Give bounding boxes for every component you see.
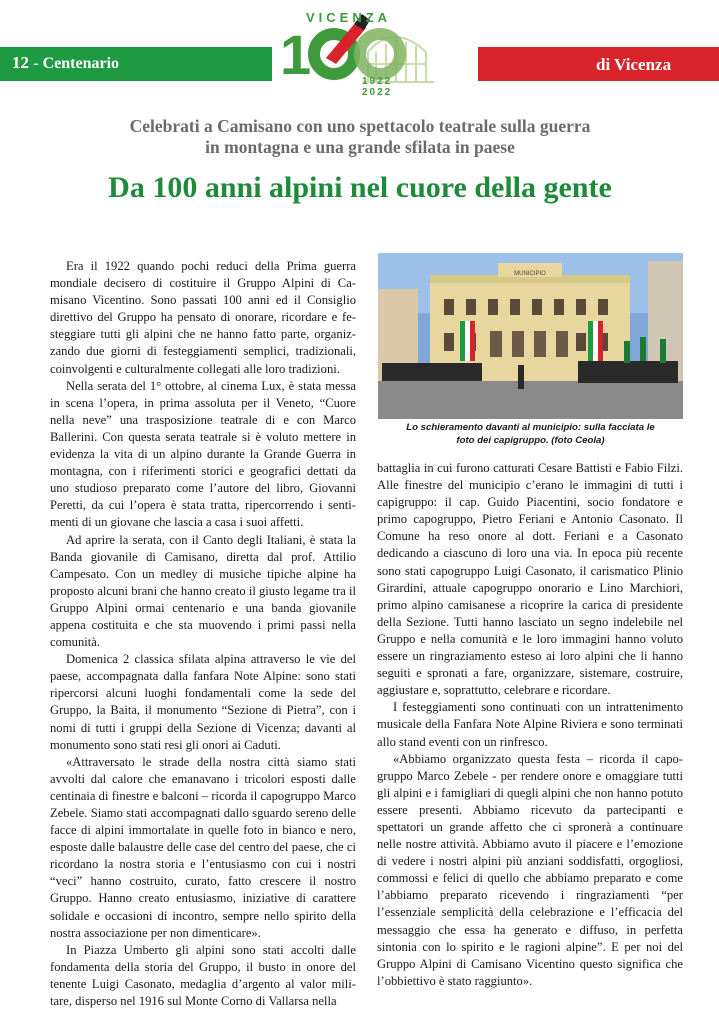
paragraph: «Abbiamo organizzato questa festa – ricorda il capogruppo Marco Zebele - per rendere onore e omaggiare tutti gli alpini e i famigliari di quegli alpini che non hanno potuto essere presenti. Abbiamo ricevuto da partecipanti e spettatori un grande affetto che ci spronerà a continuare nelle nostre attività. Abbiamo avuto il piacere e l’emozione di vedere i nostri alpini più anziani soddisfatti, orgogliosi, commossi e felici di quello che abbiamo preparato e come l’abbiamo preparato ricevendo i ringraziamenti “per l’essenziale semplicità della celebrazione e l’efficacia del messaggio che essa ha generato e diffuso, in perfetta sintonia con lo spirito e le ragioni alpine”. E per noi del Gruppo Alpini di Camisano Vicentino questo significa che l’obbiettivo è stato raggiunto». <box>377 751 683 988</box>
subtitle-line-1: Celebrati a Camisano con uno spettacolo teatrale sulla guerra <box>129 116 591 136</box>
text-column-right <box>377 460 683 990</box>
subtitle-line-2: in montagna e una grande sfilata in paese <box>205 137 515 157</box>
photo-caption <box>378 421 683 447</box>
logo-100-number: 1 <box>280 23 312 86</box>
paragraph: Nella serata del 1° ottobre, al cinema Lux, è stata messa in scena l’opera, in prima assoluta per il Veneto, “Cuore nella neve” una trasposizione teatrale di e con Marco Ballerini. Con questa serata teatrale si è voluto mettere in evidenza la vita di un alpino durante la Grande Guerra in montagna, con i riferimenti storici e geografici dettati da uno studioso preparato come l’autore del libro, Giovanni Peretti, da cui l’opera è stata tratta, ripercorrendo i sentimenti di un giovane che lascia a casa i suoi affetti. <box>50 378 356 530</box>
paragraph: In Piazza Umberto gli alpini sono stati accolti dalle fondamenta della storia del Gruppo, il busto in onore del tenente Luigi Casonato, medaglia d’argento al valor militare, disperso nel 1916 sul Monte Corno di Vallarsa nella <box>50 942 356 1009</box>
logo-year-start: 1922 <box>362 76 393 87</box>
caption-line-2: foto dei capigruppo. (foto Ceola) <box>456 435 605 446</box>
paragraph: battaglia in cui furono catturati Cesare Battisti e Fabio Filzi. Alle finestre del municipio c’erano le immagini di tutti i capigruppo: il cap. Guido Piacentini, socio fondatore e primo capogruppo, Pietro Feriani e Antonio Casonato. Il Comune ha reso onore al dott. Feriani e a Casonato dedicando a ciascuno di loro una via. In epoca più recente sono stati capogruppo Luigi Casonato, il carismatico Plinio Girardini, attuale capogruppo onorario e Lino Marchiori, primo alpino camisanese a ricoprire la carica di presidente della Sezione. Tutti hanno lasciato un segno indelebile nel Gruppo e nella comunità e le loro immagini hanno voluto essere un ringraziamento esteso ai loro alpini che li hanno seguiti e spronati a fare, organizzare, sistemare, costruire, aggiustare e, soprattutto, celebrare e ricordare. <box>377 461 683 698</box>
caption-line-1: Lo schieramento davanti al municipio: sulla facciata le <box>406 422 655 433</box>
page-number-label <box>12 53 119 73</box>
page-number: 12 <box>12 53 29 72</box>
building-sign: MUNICIPIO <box>514 271 546 277</box>
text-column-left <box>50 258 356 1010</box>
article-title: Da 100 anni alpini nel cuore della gente <box>108 171 612 204</box>
vicenza-100-logo <box>276 12 444 100</box>
article-subtitle <box>60 116 660 158</box>
logo-year-end: 2022 <box>362 87 393 98</box>
section-left-label: - Centenario <box>33 55 120 72</box>
paragraph: Era il 1922 quando pochi reduci della Prima guerra mondiale decisero di costituire il Gruppo Alpini di Camisano Vicentino. Sono passati 100 anni ed il Consiglio direttivo del Gruppo ha pensato di onorare, ricordare e festeggiare tutti gli alpini che ne hanno fatto parte, organizzando due giorni di festeggiamenti semplici, tradizionali, coinvolgenti e culturalmente collegati alle loro tradizioni. <box>50 259 356 376</box>
paragraph: I festeggiamenti sono continuati con un intrattenimento musicale della Fanfara Note Alpine Riviera e sono terminati allo stand eventi con un rinfresco. <box>377 700 683 749</box>
paragraph: Domenica 2 classica sfilata alpina attraverso le vie del paese, accompagnata dalla fanfara Note Alpine: sono stati ripercorsi alcuni luoghi fondamentali come la sede del Gruppo, la Baita, il monumento “Sezione di Pietra”, con i nomi di tutti i gruppi della Sezione di Vicenza; davanti al monumento sono stati resi gli onori ai Caduti. <box>50 652 356 752</box>
paragraph: Ad aprire la serata, con il Canto degli Italiani, è stata la Banda giovanile di Camisano, diretta dal prof. Attilio Campesato. Con un medley di musiche tipiche alpine ha proposto alcuni brani che hanno creato il giusto legame tra il Gruppo Alpini ormai centenario e una banda giovanile appena costituita e che sta muovendo i primi passi nella comunità. <box>50 532 356 650</box>
municipio-photo <box>378 253 683 419</box>
logo-word: VICENZA <box>306 10 392 25</box>
section-right-label: di Vicenza <box>596 55 672 74</box>
paragraph: «Attraversato le strade della nostra città siamo stati avvolti dal calore che emanavano i tricolori esposti dalle centinaia di finestre e balconi – ricorda il capogruppo Marco Zebele. Siamo stati accompagnati dallo sguardo sereno delle facce di alpini immortalate in quelle foto in bianco e nero, esposte dalle balaustre delle case del centro del paese, che ci ricordano la nostra storia e l’entusiasmo con cui i nostri “veci” hanno costruito, curato, fatto crescere il nostro Gruppo. Hanno creato entusiasmo, iniziative di carattere solidale e occasioni di incontro, sempre nello spirito della nostra associazione per non dimenticare». <box>50 754 356 940</box>
